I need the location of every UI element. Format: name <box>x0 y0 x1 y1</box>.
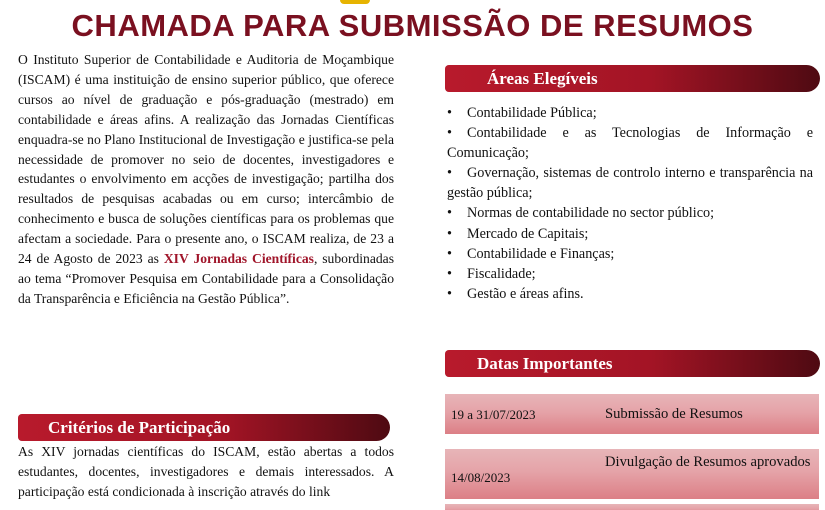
list-item <box>447 103 813 123</box>
bullet-icon: • <box>447 225 452 242</box>
bullet-icon: • <box>447 165 452 182</box>
date-label: Submissão de Resumos <box>605 406 743 422</box>
criterios-paragraph: As XIV jornadas científicas do ISCAM, estão abertas a todos estudantes, docentes, investigadores e demais interessados. A participação está condicionada à inscrição através do link <box>18 444 394 499</box>
area-label: Contabilidade Pública; <box>467 105 597 121</box>
bullet-icon: • <box>447 285 452 302</box>
date-value: 14/08/2023 <box>451 470 511 485</box>
area-label: Governação, sistemas de controlo interno e transparência na gestão pública; <box>447 165 813 202</box>
bullet-icon: • <box>447 105 452 121</box>
intro-text-part1: O Instituto Superior de Contabilidade e Auditoria de Moçambique (ISCAM) é uma instituição de ensino superior público, que oferece cursos ao nível de graduação e pós-graduação (mestrado) em contabilidade e áreas afins. A realização das Jornadas Científicas enquadra-se no Plano Institucional de Investigação e justifica-se pela necessidade de promover no seio de docentes, investigadores e estudantes o envolvimento em acções de investigação; partilha dos resultados de pesquisas acabadas ou em curso; intercâmbio de conhecimento e busca de soluções científicas para os problemas que afectam a sociedade. Para o presente ano, o ISCAM realiza, de 23 a 24 de Agosto de 2023 as <box>18 52 394 267</box>
top-accent-ribbon <box>340 0 370 4</box>
criterios-heading: Critérios de Participação <box>18 414 390 441</box>
area-label: Fiscalidade; <box>467 265 536 282</box>
area-label: Mercado de Capitais; <box>467 225 589 242</box>
list-item <box>447 224 813 244</box>
intro-section <box>18 50 394 309</box>
list-item <box>447 163 813 203</box>
list-item <box>447 123 813 163</box>
datas-heading: Datas Importantes <box>445 350 820 377</box>
date-label: Divulgação de Resumos aprovados <box>605 454 811 470</box>
bullet-icon: • <box>447 245 452 262</box>
date-row-submissao <box>445 394 819 434</box>
bullet-icon: • <box>447 205 452 222</box>
list-item <box>447 284 813 304</box>
list-item <box>447 203 813 223</box>
date-row-divulgacao <box>445 449 819 499</box>
area-label: Contabilidade e Finanças; <box>467 245 615 262</box>
intro-paragraph <box>18 50 394 309</box>
page-title: CHAMADA PARA SUBMISSÃO DE RESUMOS <box>71 8 754 43</box>
bullet-icon: • <box>447 265 452 282</box>
intro-text-part2: , subordinadas ao tema “Promover Pesquisa em Contabilidade para a Consolidação da Transparência e Eficiência na Gestão Pública”. <box>18 251 394 306</box>
areas-heading: Áreas Elegíveis <box>445 65 820 92</box>
list-item <box>447 244 813 264</box>
list-item <box>447 264 813 284</box>
area-label: Normas de contabilidade no sector público; <box>467 205 715 222</box>
area-label: Contabilidade e as Tecnologias de Informação e Comunicação; <box>447 125 813 162</box>
areas-list <box>447 103 813 304</box>
bullet-icon: • <box>447 125 452 142</box>
date-value: 19 a 31/07/2023 <box>451 407 536 422</box>
date-row-partial <box>445 504 819 510</box>
area-label: Gestão e áreas afins. <box>467 285 584 302</box>
intro-highlight: XIV Jornadas Científicas <box>163 251 314 267</box>
top-border <box>0 0 825 4</box>
